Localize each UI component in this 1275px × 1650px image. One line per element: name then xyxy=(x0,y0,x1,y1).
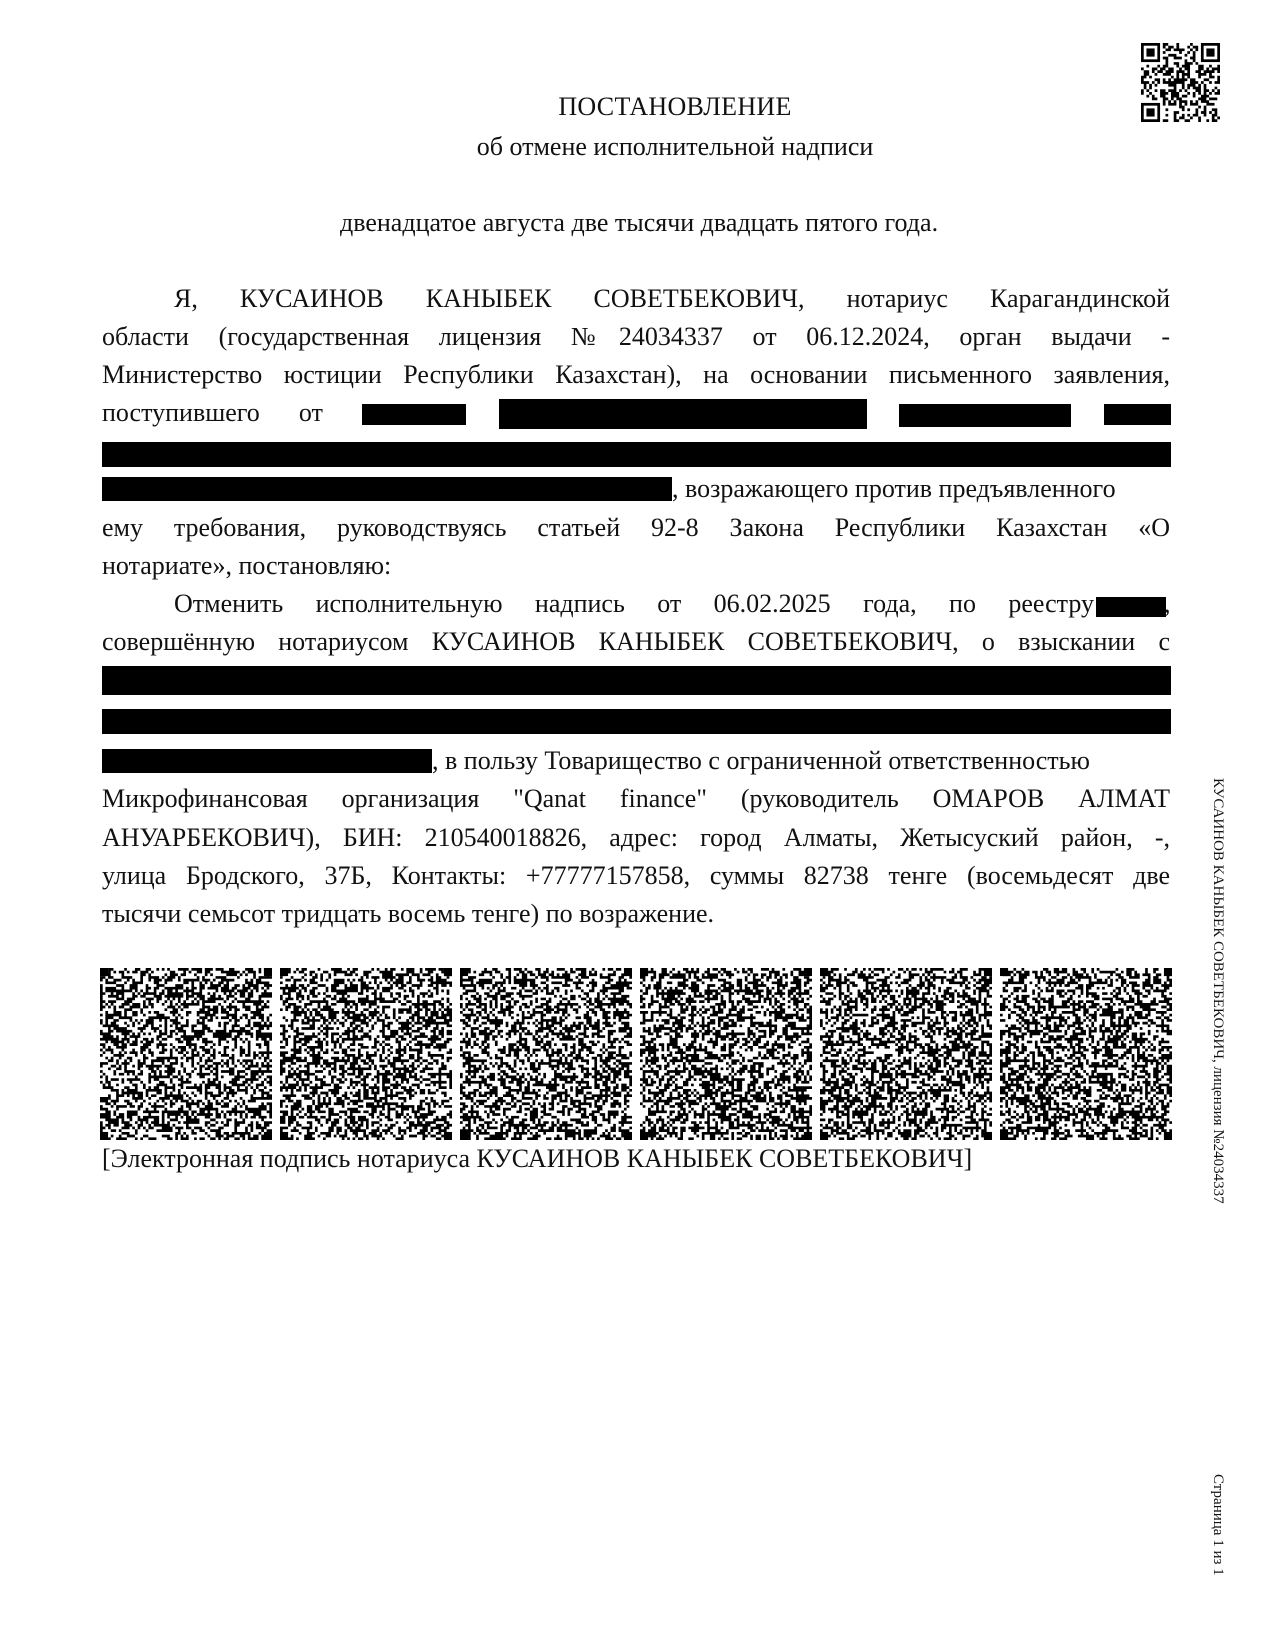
redaction-bar xyxy=(499,399,867,429)
redaction-bar xyxy=(1104,404,1171,425)
signature-barcode xyxy=(100,968,272,1140)
body-line: области (государственная лицензия №24034337 от 06.12.2024, орган выдачи - xyxy=(102,322,1170,351)
body-line: ему требования, руководствуясь статьей 92-8 Закона Республики Казахстан «О xyxy=(102,513,1170,542)
body-line: совершённую нотариусом КУСАИНОВ КАНЫБЕК СОВЕТБЕКОВИЧ, о взыскании с xyxy=(102,627,1170,656)
page-number: Страница 1 из 1 xyxy=(1210,1474,1226,1576)
redaction-bar xyxy=(102,477,672,501)
redaction-bar xyxy=(899,404,1071,427)
document-date: двенадцатое августа две тысячи двадцать пятого года. xyxy=(340,208,939,237)
body-line xyxy=(102,471,1170,509)
signature-barcode xyxy=(280,968,452,1140)
body-text: поступившего xyxy=(102,398,260,427)
body-line: АНУАРБЕКОВИЧ), БИН: 210540018826, адрес: город Алматы, Жетысуский район, -, xyxy=(102,823,1170,852)
body-line: нотариате», постановляю: xyxy=(102,551,392,580)
redaction-bar xyxy=(102,749,432,773)
body-line: Микрофинансовая организация "Qanat finance" (руководитель ОМАРОВ АЛМАТ xyxy=(102,784,1170,813)
signature-barcode xyxy=(1000,968,1172,1140)
body-line: Министерство юстиции Республики Казахстан), на основании письменного заявления, xyxy=(102,360,1170,389)
redaction-bar xyxy=(362,404,466,425)
signature-barcode xyxy=(640,968,812,1140)
body-text: , xyxy=(1164,589,1171,618)
signature-barcode xyxy=(460,968,632,1140)
body-line xyxy=(102,743,1170,781)
body-text: Отменить исполнительную надпись от 06.02.2025 года, по реестру xyxy=(174,589,1094,618)
document-subtitle: об отмене исполнительной надписи xyxy=(476,132,874,161)
redaction-bar xyxy=(102,709,1171,734)
redaction-bar xyxy=(1096,597,1166,617)
margin-license-text: КУСАИНОВ КАНЫБЕК СОВЕТБЕКОВИЧ, лицензия №24034337 xyxy=(1210,778,1226,1204)
signature-caption: [Электронная подпись нотариуса КУСАИНОВ КАНЫБЕК СОВЕТБЕКОВИЧ] xyxy=(102,1144,973,1173)
body-line xyxy=(102,586,1170,624)
signature-barcodes xyxy=(100,968,1172,1140)
document-title: ПОСТАНОВЛЕНИЕ xyxy=(558,92,792,121)
signature-barcode xyxy=(820,968,992,1140)
body-text: , возражающего против предъявленного xyxy=(672,474,1116,503)
body-text: , в пользу Товарищество с ограниченной ответственностью xyxy=(432,746,1090,775)
body-text: от xyxy=(298,398,323,427)
redaction-bar xyxy=(102,666,1171,695)
body-line: Я, КУСАИНОВ КАНЫБЕК СОВЕТБЕКОВИЧ, нотариус Карагандинской xyxy=(174,284,1170,313)
redaction-bar xyxy=(102,442,1171,467)
body-line: улица Бродского, 37Б, Контакты: +77777157858, суммы 82738 тенге (восемьдесят две xyxy=(102,861,1170,890)
body-line: тысячи семьсот тридцать восемь тенге) по возражение. xyxy=(102,899,715,928)
